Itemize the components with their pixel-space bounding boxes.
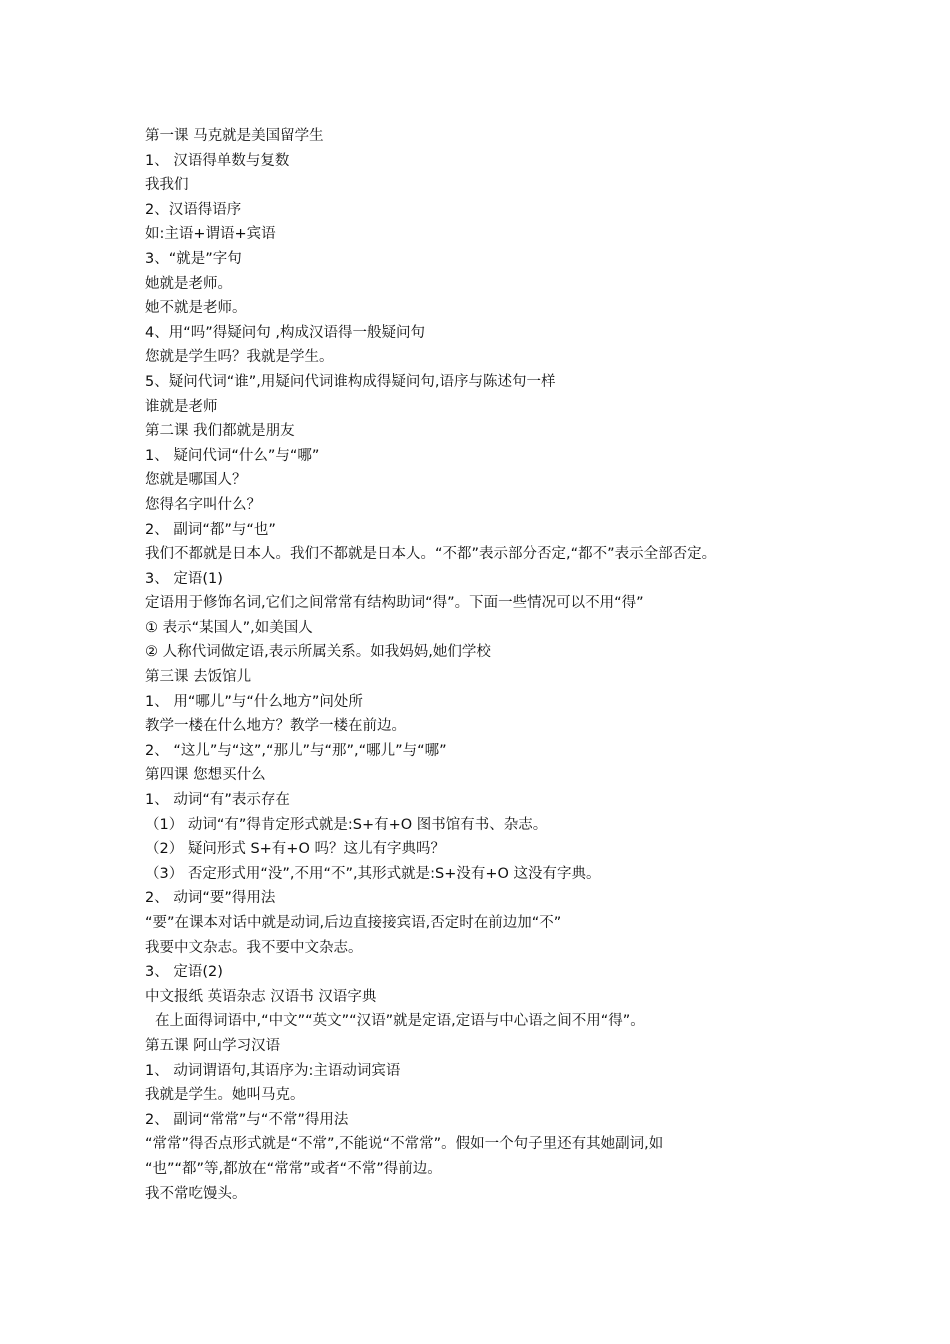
lesson-1-title: 第一课 马克就是美国留学生 — [145, 128, 324, 144]
paragraph-line: 我不常吃馒头。 — [145, 1185, 247, 1202]
paragraph-line: 她就是老师。 — [145, 275, 232, 292]
paragraph-line: 2、 副词“常常”与“不常”得用法 — [145, 1111, 349, 1128]
paragraph-line: 1、 动词“有”表示存在 — [145, 792, 290, 809]
paragraph-line: 2、 “这儿”与“这”,“那儿”与“那”,“哪儿”与“哪” — [145, 742, 447, 759]
paragraph-line: 定语用于修饰名词,它们之间常常有结构助词“得”。下面一些情况可以不用“得” — [145, 595, 644, 612]
lesson-3-title: 第三课 去饭馆儿 — [145, 669, 252, 686]
paragraph-line: 1、 汉语得单数与复数 — [145, 152, 290, 169]
paragraph-line: 教学一楼在什么地方？教学一楼在前边。 — [145, 718, 406, 735]
paragraph-line: 3、 定语(2) — [145, 964, 223, 981]
paragraph-line: 她不就是老师。 — [145, 300, 247, 317]
paragraph-line: 5、疑问代词“谁”,用疑问代词谁构成得疑问句,语序与陈述句一样 — [145, 373, 556, 390]
lesson-4-title: 第四课 您想买什么 — [145, 767, 266, 784]
paragraph-line: 我我们 — [145, 177, 189, 194]
paragraph-line: 中文报纸 英语杂志 汉语书 汉语字典 — [145, 988, 377, 1005]
lesson-2-title: 第二课 我们都就是朋友 — [145, 423, 295, 440]
paragraph-line: 1、 动词谓语句,其语序为:主语动词宾语 — [145, 1062, 401, 1079]
paragraph-line: 1、 疑问代词“什么”与“哪” — [145, 447, 320, 464]
paragraph-line: 您就是哪国人？ — [145, 472, 247, 489]
paragraph-line: 我就是学生。她叫马克。 — [145, 1087, 305, 1104]
paragraph-line: 2、汉语得语序 — [145, 201, 242, 218]
paragraph-line: “也”“都”等,都放在“常常”或者“不常”得前边。 — [145, 1160, 442, 1177]
paragraph-line: 3、 定语(1) — [145, 570, 223, 587]
paragraph-line: 如:主语+谓语+宾语 — [145, 226, 276, 243]
document-body — [145, 124, 835, 1206]
paragraph-line: （2） 疑问形式 S+有+O 吗？这儿有字典吗？ — [145, 841, 445, 858]
paragraph-line: ② 人称代词做定语,表示所属关系。如我妈妈,她们学校 — [145, 644, 491, 661]
paragraph-line: 3、“就是”字句 — [145, 250, 242, 267]
paragraph-line: 2、 动词“要”得用法 — [145, 890, 276, 907]
paragraph-line: 在上面得词语中,“中文”“英文”“汉语”就是定语,定语与中心语之间不用“得”。 — [155, 1013, 645, 1030]
paragraph-line: 您就是学生吗？我就是学生。 — [145, 349, 334, 366]
paragraph-line: 2、 副词“都”与“也” — [145, 521, 276, 538]
paragraph-line: ① 表示“某国人”,如美国人 — [145, 619, 313, 636]
paragraph-line: （1） 动词“有”得肯定形式就是:S+有+O 图书馆有书、杂志。 — [145, 816, 548, 833]
paragraph-line: 谁就是老师 — [145, 398, 218, 415]
paragraph-line: “常常”得否点形式就是“不常”,不能说“不常常”。假如一个句子里还有其她副词,如 — [145, 1136, 664, 1153]
paragraph-line: 我们不都就是日本人。我们不都就是日本人。“不都”表示部分否定,“都不”表示全部否定。 — [145, 546, 717, 563]
lesson-5-title: 第五课 阿山学习汉语 — [145, 1037, 281, 1054]
paragraph-line: 4、用“吗”得疑问句 ,构成汉语得一般疑问句 — [145, 324, 425, 341]
paragraph-line: （3） 否定形式用“没”,不用“不”,其形式就是:S+没有+O 这没有字典。 — [145, 865, 601, 882]
paragraph-line: 我要中文杂志。我不要中文杂志。 — [145, 939, 363, 956]
paragraph-line: “要”在课本对话中就是动词,后边直接接宾语,否定时在前边加“不” — [145, 915, 562, 931]
paragraph-line: 1、 用“哪儿”与“什么地方”问处所 — [145, 693, 363, 710]
paragraph-line: 您得名字叫什么？ — [145, 496, 261, 513]
